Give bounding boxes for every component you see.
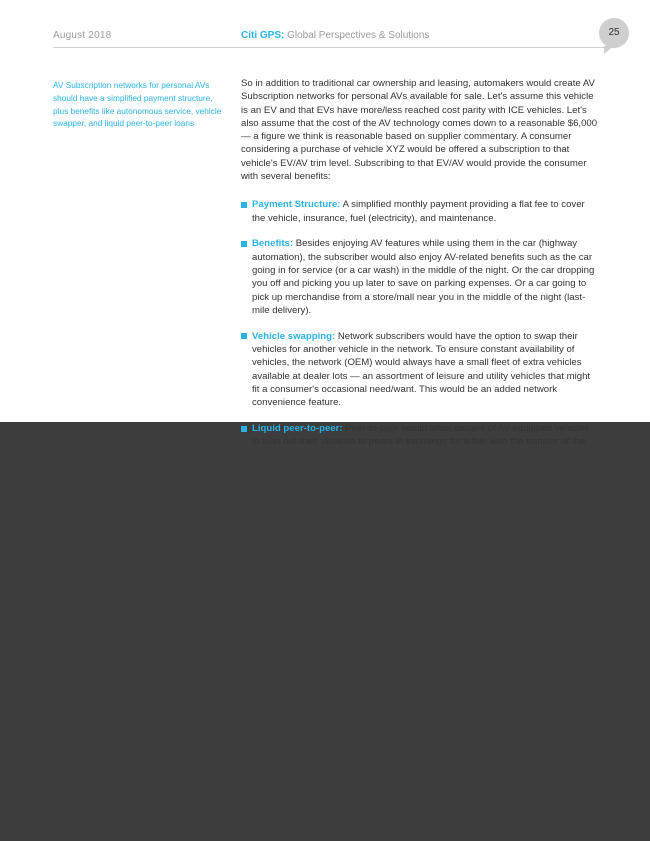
- bullet-text: Network subscribers would have the option to swap their vehicles for another vehicle in the network. To ensure constant availability of vehicles, the network (OEM) would always have a small fleet of extra vehicles available at dealer lots — an assortment of leisure and utility vehicles that might fit a consumer's occasional need/want. This would be an added network convenience feature.: [252, 330, 591, 409]
- header-title: [241, 30, 429, 41]
- page-number-badge: 25: [599, 18, 629, 48]
- bullet-title: Vehicle swapping:: [252, 330, 336, 342]
- header-date: August 2018: [53, 30, 112, 41]
- header-brand: Citi GPS:: [241, 30, 285, 41]
- bullet-title: Benefits:: [252, 238, 294, 250]
- list-item: [241, 422, 598, 449]
- square-bullet-icon: [241, 241, 247, 247]
- intro-paragraph: So in addition to traditional car ownership and leasing, automakers would create AV Subscription networks for personal AVs available for sale. Let's assume this vehicle is an EV and that EVs have more/less reached cost parity with ICE vehicles. Let's also assume that the cost of the AV technology comes down to a reasonable $6,000 — a figure we think is reasonable based on supplier commentary. A consumer considering a purchase of vehicle XYZ would be offered a subscription to that vehicle's EV/AV trim level. Subscribing to that EV/AV would provide the consumer with several benefits:: [241, 78, 598, 183]
- page-badge-tail: [604, 46, 614, 54]
- bullet-title: Payment Structure:: [252, 199, 341, 211]
- main-content: [241, 77, 598, 461]
- page-header: [53, 28, 613, 48]
- header-divider: [53, 47, 614, 48]
- square-bullet-icon: [241, 426, 247, 432]
- bullet-title: Liquid peer-to-peer:: [252, 423, 343, 435]
- bullet-text: A simplified monthly payment providing a flat fee to cover the vehicle, insurance, fuel (electricity), and maintenance.: [252, 199, 585, 224]
- square-bullet-icon: [241, 333, 247, 339]
- list-item: [241, 237, 598, 317]
- sidebar-callout: AV Subscription networks for personal AVs should have a simplified payment structure, plus benefits like autonomous service, vehicle swapper, and liquid peer-to-peer loans: [53, 80, 222, 129]
- bullet-text: Besides enjoying AV features while using them in the car (highway automation), the subscriber would also enjoy AV-related benefits such as the car going in for service (or a car wash) in the middle of the night. Or the car dropping you off and picking you up later to save on parking expenses. Or a car going to pick up merchandise from a store/mall near you in the middle of the night (last-mile delivery).: [252, 238, 595, 316]
- header-title-text: Global Perspectives & Solutions: [284, 30, 430, 41]
- list-item: [241, 330, 598, 410]
- list-item: [241, 198, 598, 225]
- bullet-text: Peer-to-peer would allow owners of AV-equipped vehicles to loan out their vehicles to peers in exchange for a fee, with the transfer of the: [252, 423, 590, 448]
- benefit-list: [241, 198, 598, 448]
- square-bullet-icon: [241, 202, 247, 208]
